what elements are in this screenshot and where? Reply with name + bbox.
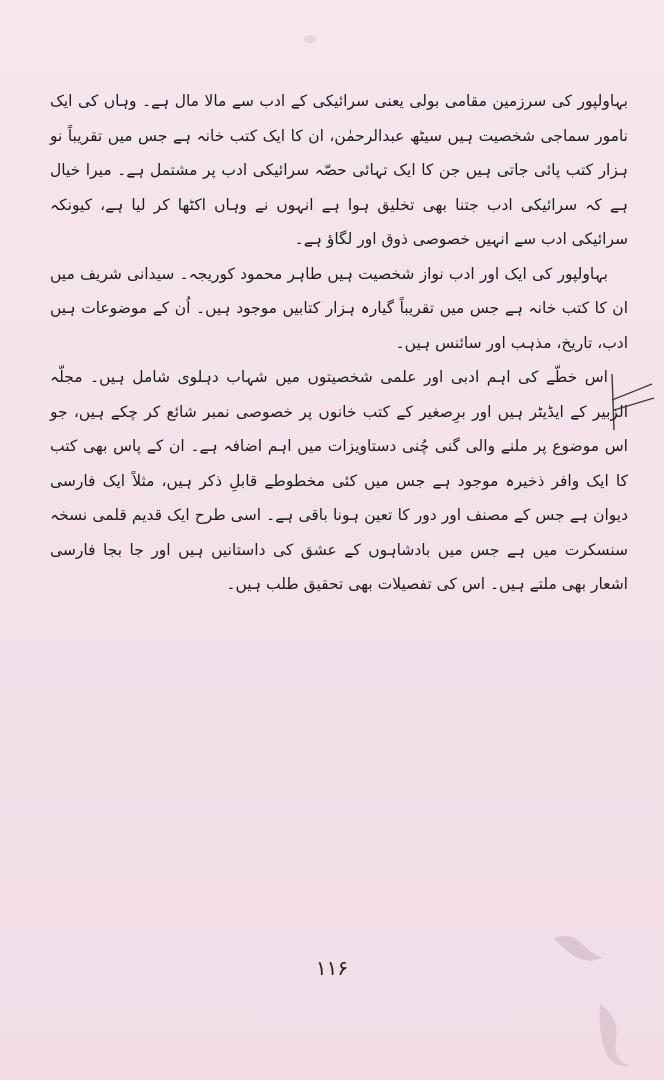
paper-stain xyxy=(548,928,608,968)
page-number: ۱۱۶ xyxy=(315,956,349,980)
paper-stain-lower xyxy=(590,1000,640,1070)
body-text xyxy=(50,84,628,602)
paragraph-3: اس خطّے کی اہم ادبی اور علمی شخصیتوں میں شہاب دہلوی شامل ہیں۔ مجلّہ الزبیر کے ایڈیٹر ہیں اور برِصغیر کے کتب خانوں پر خصوصی نمبر شائع کر چکے ہیں، جو اس موضوع پر ملنے والی گنی چُنی دستاویزات میں اہم اضافہ ہے۔ ان کے پاس بھی کتب کا ایک وافر ذخیرہ موجود ہے جس میں کئی مخطوطے قابلِ ذکر ہیں، مثلاً ایک فارسی دیوان ہے جس کے مصنف اور دور کا تعین ہونا باقی ہے۔ اسی طرح ایک قدیم قلمی نسخہ سنسکرت میں ہے جس میں بادشاہوں کے عشق کی داستانیں ہیں اور جا بجا فارسی اشعار بھی ملتے ہیں۔ اس کی تفصیلات بھی تحقیق طلب ہیں۔ xyxy=(50,368,628,593)
paragraph-1: بہاولپور کی سرزمین مقامی بولی یعنی سرائیکی کے ادب سے مالا مال ہے۔ وہاں کی ایک نامور سماجی شخصیت ہیں سیٹھ عبدالرحمٰن، ان کا ایک کتب خانہ ہے جس میں تقریباً نو ہزار کتب پائی جاتی ہیں جن کا ایک تہائی حصّہ سرائیکی ادب پر مشتمل ہے۔ میرا خیال ہے کہ سرائیکی ادب جتنا بھی تخلیق ہوا ہے انہوں نے وہاں اکٹھا کر لیا ہے، کیونکہ سرائیکی ادب سے انہیں خصوصی ذوق اور لگاؤ ہے۔ xyxy=(50,92,628,248)
margin-pen-mark xyxy=(604,370,658,450)
paragraph-2: بہاولپور کی ایک اور ادب نواز شخصیت ہیں طاہر محمود کوریجہ۔ سیدانی شریف میں ان کا کتب خانہ ہے جس میں تقریباً گیارہ ہزار کتابیں موجود ہیں۔ اُن کے موضوعات ہیں ادب، تاریخ، مذہب اور سائنس ہیں۔ xyxy=(50,264,628,352)
paper-speck xyxy=(300,30,320,48)
